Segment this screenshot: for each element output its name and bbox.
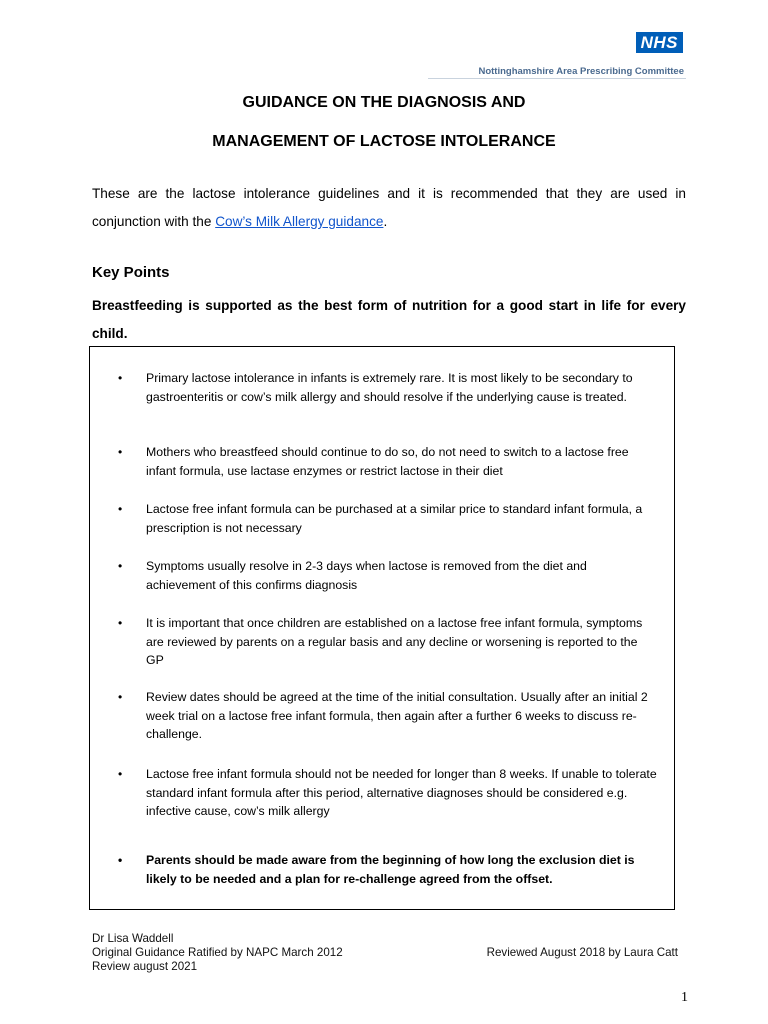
committee-name: Nottinghamshire Area Prescribing Committee [478,66,684,77]
header-logo-block [428,30,686,78]
breastfeeding-statement: Breastfeeding is supported as the best form of nutrition for a good start in life for every child. [92,298,686,341]
list-item-text: Lactose free infant formula should not be needed for longer than 8 weeks. If unable to tolerate standard infant formula after this period, alternative diagnoses should be considered e.g. infective cause, cow’s milk allergy [146,767,657,818]
footer-ratified: Original Guidance Ratified by NAPC March 2012 [92,946,343,959]
cows-milk-allergy-link[interactable]: Cow’s Milk Allergy guidance [215,214,384,229]
key-points-heading: Key Points [92,264,170,281]
list-item [118,765,658,821]
list-item-text: Primary lactose intolerance in infants is extremely rare. It is most likely to be secondary to gastroenteritis or cow’s milk allergy and should resolve if the underlying cause is treated. [146,371,633,404]
bullet-icon: • [118,502,123,516]
page-title-line-1: GUIDANCE ON THE DIAGNOSIS AND [242,94,526,111]
footer-reviewed: Reviewed August 2018 by Laura Catt [486,946,678,959]
footer-author: Dr Lisa Waddell [92,932,174,945]
intro-paragraph [92,180,686,236]
list-item [118,369,658,406]
list-item-text: It is important that once children are established on a lactose free infant formula, symptoms are reviewed by parents on a regular basis and any decline or worsening is reported to the GP [146,616,643,667]
intro-end: . [383,214,388,229]
intro-text: These are the lactose intolerance guidelines and it is recommended that they are used in conjunction with the [92,186,686,229]
list-item-text: Lactose free infant formula can be purchased at a similar price to standard infant formula, a prescription is not necessary [146,502,643,535]
key-points-box [89,346,675,910]
bullet-icon: • [118,616,123,630]
bullet-icon: • [118,853,123,867]
list-item-text: Mothers who breastfeed should continue to do so, do not need to switch to a lactose free infant formula, use lactase enzymes or restrict lactose in their diet [146,445,629,478]
footer-review-due: Review august 2021 [92,960,198,973]
list-item-text: Symptoms usually resolve in 2-3 days when lactose is removed from the diet and achievement of this confirms diagnosis [146,559,587,592]
list-item [118,851,658,888]
list-item [118,500,658,537]
bullet-icon: • [118,690,123,704]
bullet-icon: • [118,445,123,459]
nhs-logo: NHS [636,32,683,53]
header-divider [428,78,686,79]
list-item-text: Parents should be made aware from the beginning of how long the exclusion diet is likely to be needed and a plan for re-challenge agreed from the offset. [146,853,635,886]
page-number: 1 [681,990,688,1005]
list-item [118,688,658,744]
bullet-icon: • [118,371,123,385]
list-item [118,443,658,480]
bullet-icon: • [118,559,123,573]
bullet-icon: • [118,767,123,781]
list-item-text: Review dates should be agreed at the time of the initial consultation. Usually after an initial 2 week trial on a lactose free infant formula, then again after a further 6 weeks to discuss re-challenge. [146,690,648,741]
list-item [118,614,658,670]
list-item [118,557,658,594]
page-title-line-2: MANAGEMENT OF LACTOSE INTOLERANCE [212,133,556,150]
